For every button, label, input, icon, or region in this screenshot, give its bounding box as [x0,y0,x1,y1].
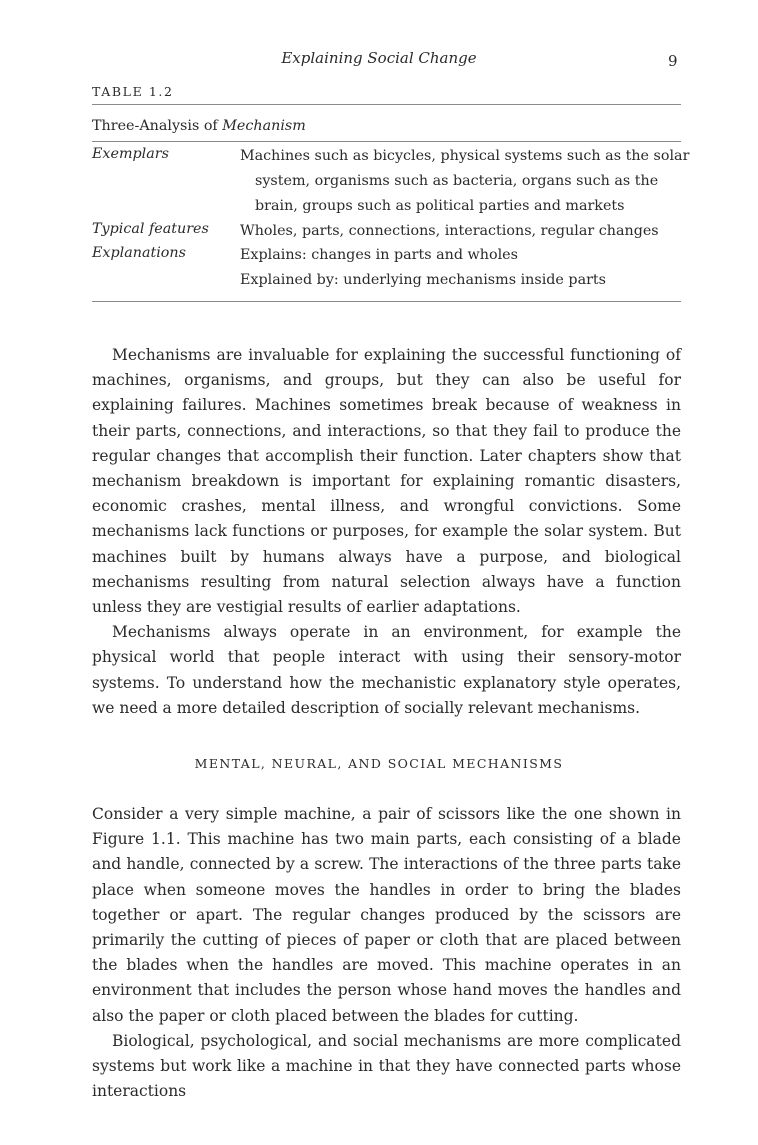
paragraph: Mechanisms always operate in an environment, for example the physical world that people interact with using their sensory-motor systems. To understand how the mechanistic explanatory style operates, we need a more detailed description of socially relevant mechanisms. [92,623,681,717]
table-header-rule [92,141,681,142]
table-title [92,118,306,134]
table-row-text-features: Wholes, parts, connections, interactions, regular changes [240,223,659,239]
table-row-label-exemplars: Exemplars [92,146,169,162]
page-number: 9 [668,52,678,70]
table-title-term: Mechanism [222,118,306,134]
paragraph: Mechanisms are invaluable for explaining the successful functioning of machines, organisms, and groups, but they can also be useful for explaining failures. Machines sometimes break because of weakness in their parts, connections, and interactions, so that they fail to produce the regular changes that accomplish their function. Later chapters show that mechanism breakdown is important for explaining romantic disasters, economic crashes, mental illness, and wrongful convictions. Some mechanisms lack functions or purposes, for example the solar system. But machines built by humans always have a purpose, and biological mechanisms resulting from natural selection always have a function unless they are vestigial results of earlier adaptations. [92,346,681,617]
table-row-text-explained-by: Explained by: underlying mechanisms inside parts [240,272,607,288]
table-row-label-features: Typical features [92,221,209,237]
table-title-prefix: Three-Analysis of [92,118,223,134]
table-row-text-explains: Explains: changes in parts and wholes [240,247,518,263]
running-head: Explaining Social Change [281,49,477,67]
paragraph: Biological, psychological, and social mechanisms are more complicated systems but work like a machine in that they have connected parts whose interactions [92,1031,681,1101]
section-heading: MENTAL, NEURAL, AND SOCIAL MECHANISMS [194,756,564,771]
table-bottom-rule [92,301,681,302]
table-row-label-explanations: Explanations [92,245,186,261]
paragraph: Consider a very simple machine, a pair of scissors like the one shown in Figure 1.1. This machine has two main parts, each consisting of a blade and handle, connected by a screw. The interactions of the three parts take place when someone moves the handles in order to bring the blades together or apart. The regular changes produced by the scissors are primarily the cutting of pieces of paper or cloth that are placed between the blades when the handles are moved. This machine operates in an environment that includes the person whose hand moves the handles and also the paper or cloth placed between the blades for cutting. [92,805,681,1025]
table-label: TABLE 1.2 [92,84,174,99]
table-top-rule [92,104,681,105]
table-row-text-exemplars: Machines such as bicycles, physical systems such as the solar system, organisms such as bacteria, organs such as the brain, groups such as political parties and markets [240,148,690,214]
body-text-lower [92,802,681,1104]
body-text-upper [92,343,681,721]
